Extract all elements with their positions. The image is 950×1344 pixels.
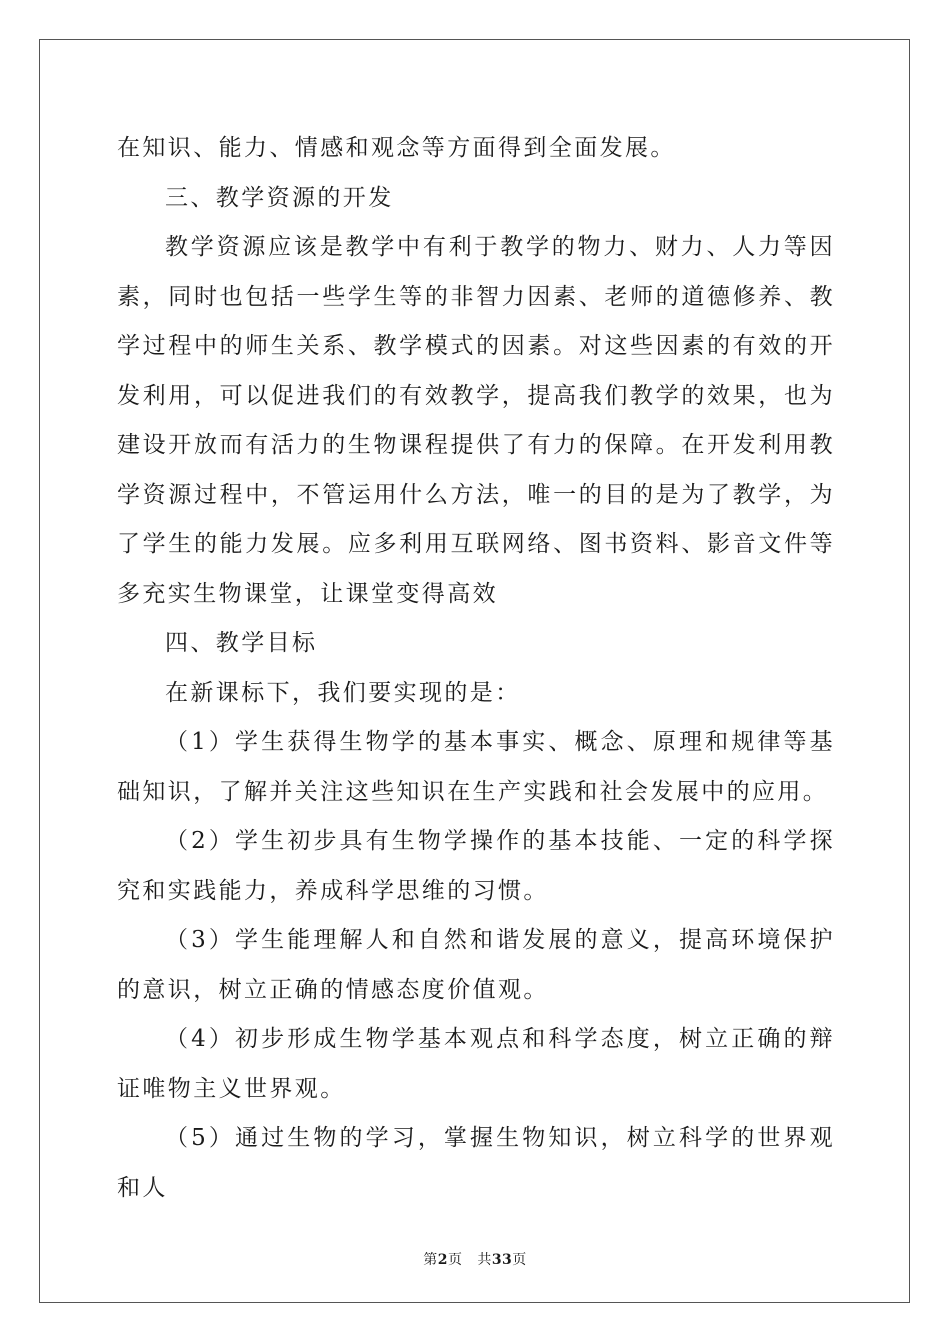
goal-item-2: （2）学生初步具有生物学操作的基本技能、一定的科学探究和实践能力，养成科学思维的习惯。 bbox=[117, 828, 835, 904]
footer-total-pages: 33 bbox=[491, 1252, 513, 1268]
document-body bbox=[117, 124, 835, 1213]
goal-item-3: （3）学生能理解人和自然和谐发展的意义，提高环境保护的意识，树立正确的情感态度价值观。 bbox=[117, 927, 835, 1003]
section-heading-resources: 三、教学资源的开发 bbox=[165, 184, 394, 211]
paragraph-intro-continuation: 在知识、能力、情感和观念等方面得到全面发展。 bbox=[117, 135, 676, 161]
goal-item-1: （1）学生获得生物学的基本事实、概念、原理和规律等基础知识，了解并关注这些知识在生产实践和社会发展中的应用。 bbox=[117, 729, 835, 805]
page-footer bbox=[0, 1249, 950, 1269]
footer-prefix: 第 bbox=[423, 1252, 438, 1268]
goal-item-5: （5）通过生物的学习，掌握生物知识，树立科学的世界观和人 bbox=[117, 1125, 835, 1201]
footer-page-number: 2 bbox=[437, 1252, 448, 1268]
goal-item-4: （4）初步形成生物学基本观点和科学态度，树立正确的辩证唯物主义世界观。 bbox=[117, 1026, 835, 1102]
footer-total-suffix: 页 bbox=[512, 1252, 527, 1268]
footer-page-suffix: 页 bbox=[447, 1252, 463, 1268]
paragraph-resources: 教学资源应该是教学中有利于教学的物力、财力、人力等因素，同时也包括一些学生等的非智力因素、老师的道德修养、教学过程中的师生关系、教学模式的因素。对这些因素的有效的开发利用，可以促进我们的有效教学，提高我们教学的效果，也为建设开放而有活力的生物课程提供了有力的保障。在开发利用教学资源过程中，不管运用什么方法，唯一的目的是为了教学，为了学生的能力发展。应多利用互联网络、图书资料、影音文件等多充实生物课堂，让课堂变得高效 bbox=[117, 234, 835, 607]
section-heading-goals: 四、教学目标 bbox=[165, 630, 318, 656]
paragraph-goals-intro: 在新课标下，我们要实现的是： bbox=[165, 679, 521, 706]
footer-total-prefix: 共 bbox=[477, 1252, 492, 1268]
